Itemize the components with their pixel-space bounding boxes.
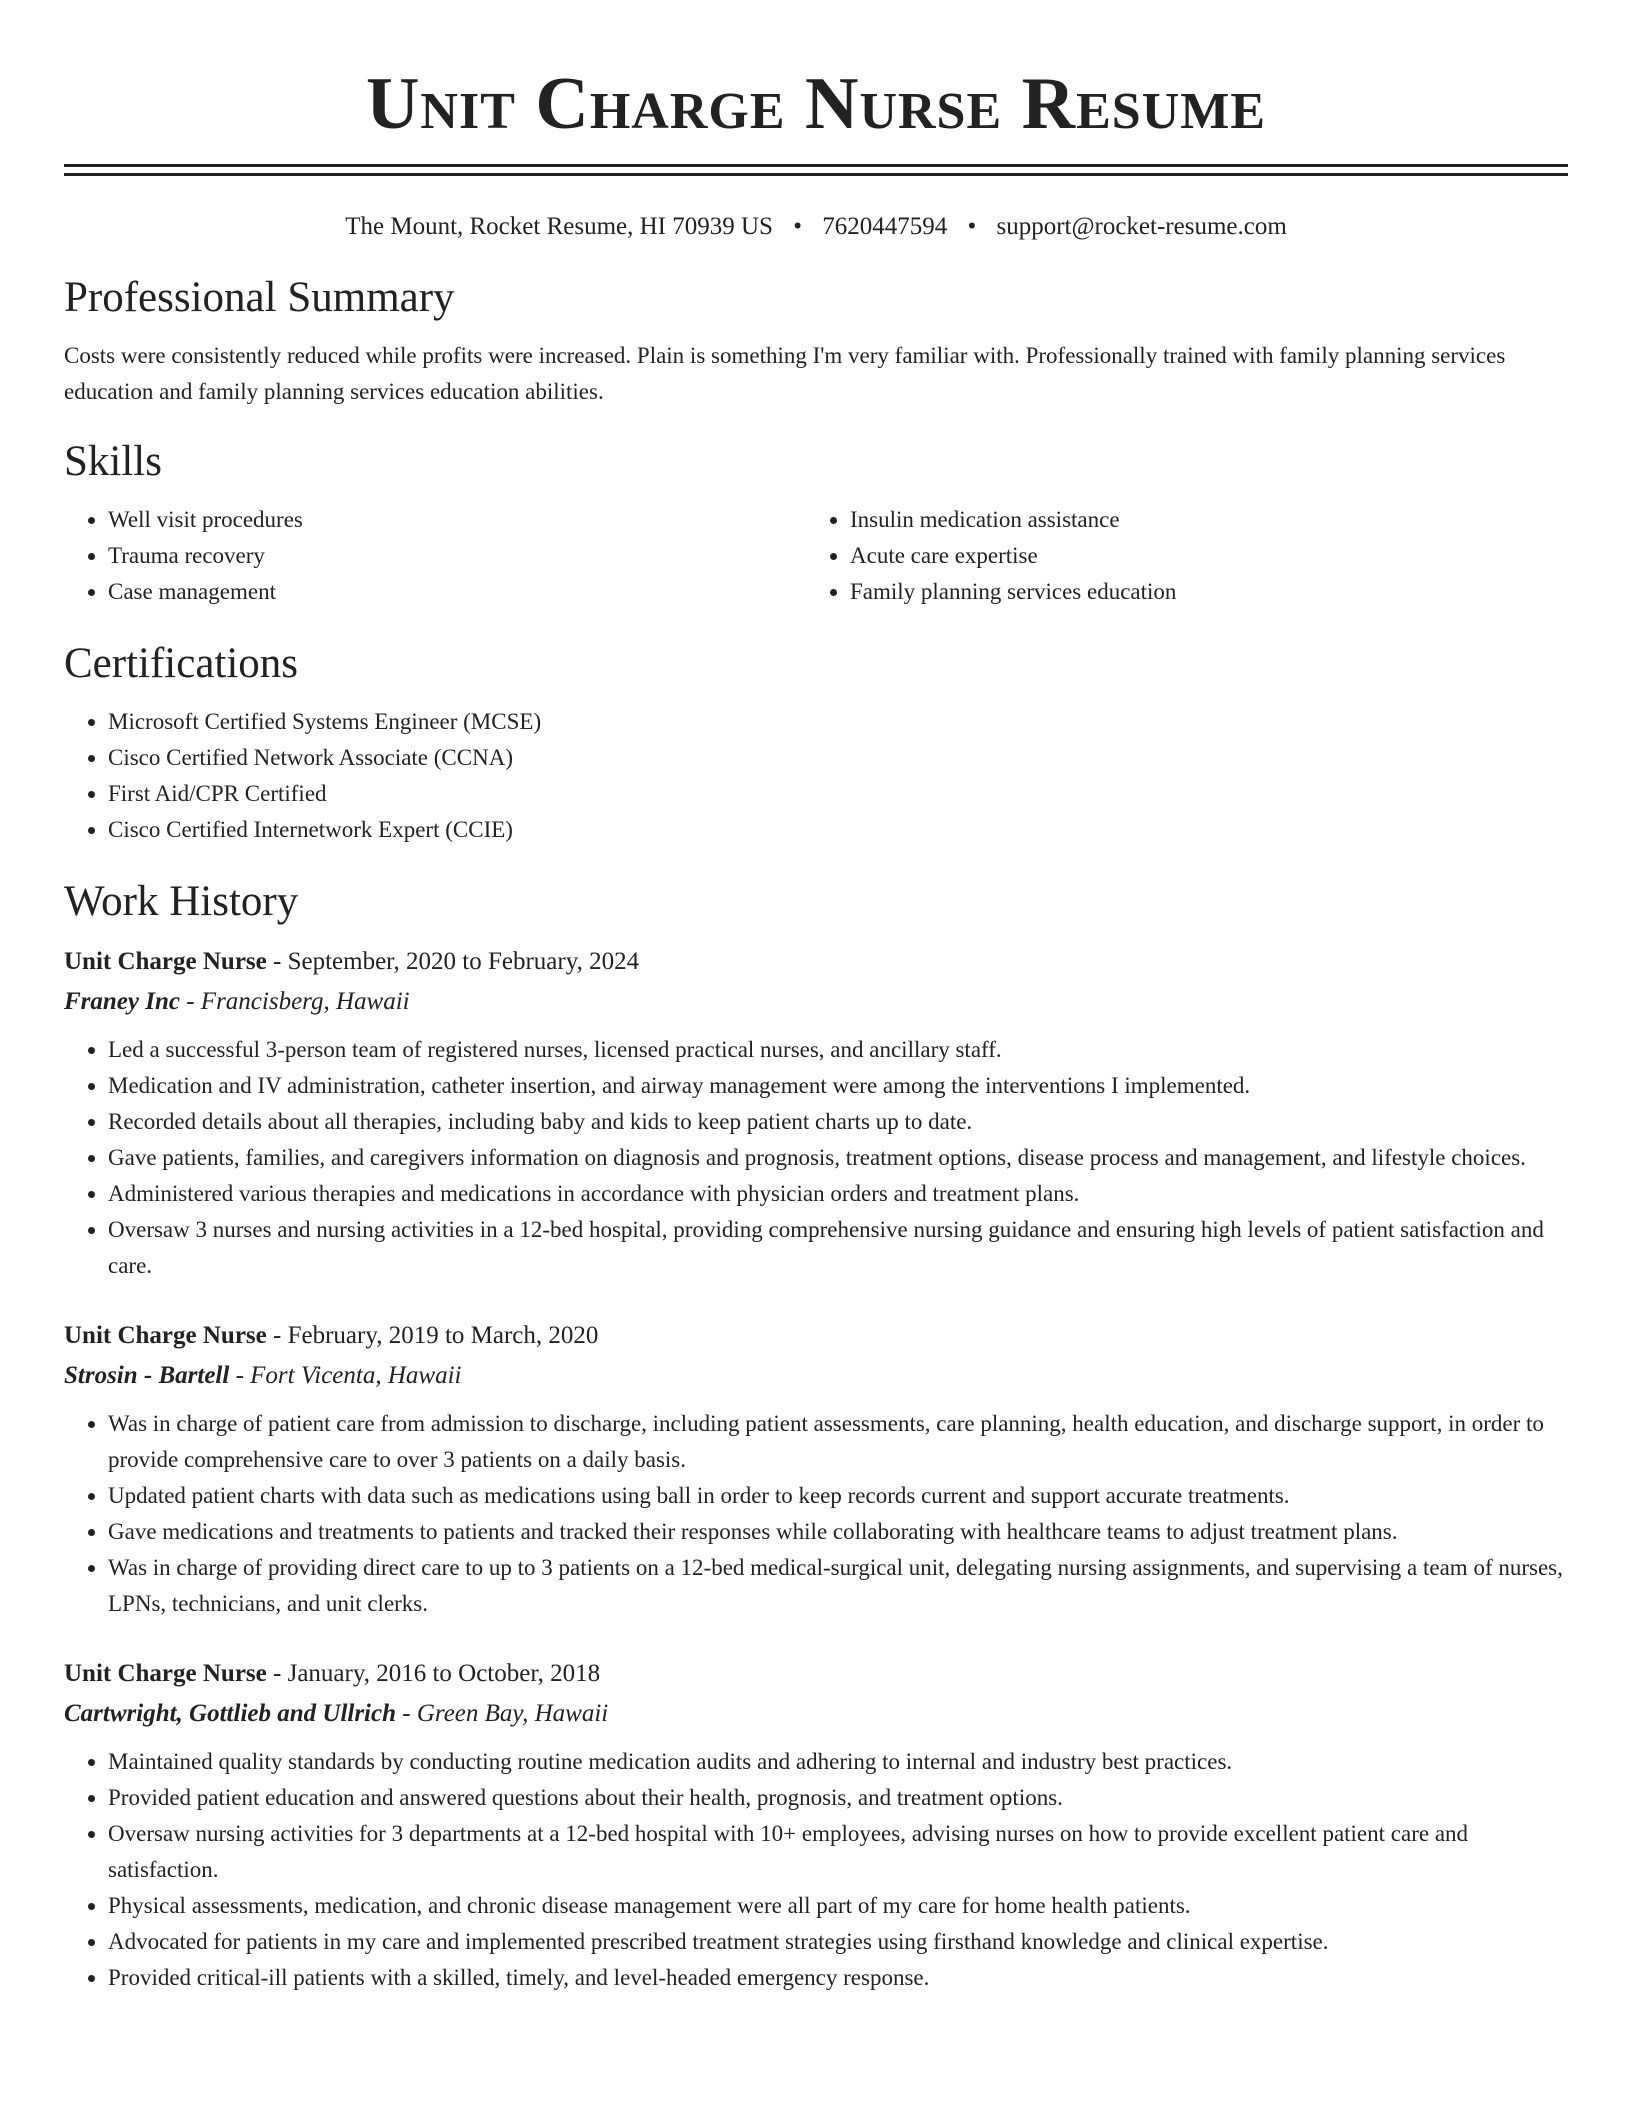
skills-column-left xyxy=(64,502,806,610)
job-duty: • Advocated for patients in my care and implemented prescribed treatment strategies using firsthand knowledge and clinical expertise. xyxy=(108,1924,1568,1960)
job-duty: • Medication and IV administration, catheter insertion, and airway management were among the interventions I implemented. xyxy=(108,1068,1568,1104)
skill-item: • Family planning services education xyxy=(850,574,1548,610)
job-duty: • Oversaw nursing activities for 3 departments at a 12-bed hospital with 10+ employees, advising nurses on how to provide excellent patient care and satisfaction. xyxy=(108,1816,1568,1888)
skills-grid xyxy=(64,502,1568,610)
job-duty: • Was in charge of providing direct care to up to 3 patients on a 12-bed medical-surgical unit, delegating nursing assignments, and supervising a team of nurses, LPNs, technicians, and unit clerks. xyxy=(108,1550,1568,1622)
job-title-line xyxy=(64,942,1568,982)
contact-line xyxy=(64,210,1568,244)
skill-item: • Insulin medication assistance xyxy=(850,502,1548,538)
company-line xyxy=(64,1694,1568,1734)
skills-section xyxy=(64,434,1568,610)
certification-item: • Cisco Certified Network Associate (CCNA) xyxy=(108,740,1568,776)
company-name: Franey Inc xyxy=(64,988,180,1015)
contact-address: The Mount, Rocket Resume, HI 70939 US xyxy=(345,213,773,240)
summary-heading: Professional Summary xyxy=(64,274,455,321)
company-name: Strosin - Bartell xyxy=(64,1362,230,1389)
certifications-heading: Certifications xyxy=(64,640,299,687)
company-location: - Fort Vicenta, Hawaii xyxy=(229,1362,462,1389)
certification-item: • Microsoft Certified Systems Engineer (MCSE) xyxy=(108,704,1568,740)
job-duty: • Provided critical-ill patients with a skilled, timely, and level-headed emergency response. xyxy=(108,1960,1568,1996)
job-title-line xyxy=(64,1654,1568,1694)
job-duties-list xyxy=(64,1032,1568,1284)
skills-heading: Skills xyxy=(64,438,162,485)
job-duty: • Updated patient charts with data such as medications using ball in order to keep records current and support accurate treatments. xyxy=(108,1478,1568,1514)
title-divider xyxy=(64,164,1568,176)
job-duty: • Oversaw 3 nurses and nursing activities in a 12-bed hospital, providing comprehensive nursing guidance and ensuring high levels of patient satisfaction and care. xyxy=(108,1212,1568,1284)
job-entry xyxy=(64,1316,1568,1622)
company-line xyxy=(64,982,1568,1022)
job-duty: • Led a successful 3-person team of registered nurses, licensed practical nurses, and ancillary staff. xyxy=(108,1032,1568,1068)
skill-item: • Trauma recovery xyxy=(108,538,806,574)
skills-list-left xyxy=(64,502,806,610)
page-title: Unit Charge Nurse Resume xyxy=(365,63,1267,145)
job-duties-list xyxy=(64,1406,1568,1622)
job-duty: • Provided patient education and answered questions about their health, prognosis, and treatment options. xyxy=(108,1780,1568,1816)
job-dates: - January, 2016 to October, 2018 xyxy=(266,1660,601,1687)
job-duty: • Was in charge of patient care from admission to discharge, including patient assessments, care planning, health education, and discharge support, in order to provide comprehensive care to over 3 patients on a daily basis. xyxy=(108,1406,1568,1478)
skill-item: • Well visit procedures xyxy=(108,502,806,538)
resume-page xyxy=(64,0,1568,1996)
company-name: Cartwright, Gottlieb and Ullrich xyxy=(64,1700,397,1727)
certification-item: • Cisco Certified Internetwork Expert (CCIE) xyxy=(108,812,1568,848)
skill-item: • Acute care expertise xyxy=(850,538,1548,574)
work-history-section xyxy=(64,874,1568,1996)
job-entry xyxy=(64,942,1568,1284)
skills-list-right xyxy=(806,502,1548,610)
work-history-heading: Work History xyxy=(64,878,299,925)
contact-separator: • xyxy=(967,213,977,240)
skills-column-right xyxy=(806,502,1548,610)
company-location: - Green Bay, Hawaii xyxy=(396,1700,609,1727)
job-entry xyxy=(64,1654,1568,1996)
job-title-line xyxy=(64,1316,1568,1356)
summary-section xyxy=(64,270,1568,410)
job-duty: • Maintained quality standards by conducting routine medication audits and adhering to internal and industry best practices. xyxy=(108,1744,1568,1780)
job-dates: - February, 2019 to March, 2020 xyxy=(266,1322,599,1349)
job-duty: • Gave patients, families, and caregivers information on diagnosis and prognosis, treatment options, disease process and management, and lifestyle choices. xyxy=(108,1140,1568,1176)
contact-phone: 7620447594 xyxy=(822,213,948,240)
certifications-list xyxy=(64,704,1568,848)
certifications-section xyxy=(64,636,1568,848)
summary-text: Costs were consistently reduced while profits were increased. Plain is something I'm very familiar with. Professionally trained with family planning services education and family planning services education abilities. xyxy=(64,343,1506,404)
job-duty: • Gave medications and treatments to patients and tracked their responses while collaborating with healthcare teams to adjust treatment plans. xyxy=(108,1514,1568,1550)
job-duty: • Administered various therapies and medications in accordance with physician orders and treatment plans. xyxy=(108,1176,1568,1212)
job-title: Unit Charge Nurse xyxy=(64,948,267,975)
job-title: Unit Charge Nurse xyxy=(64,1660,267,1687)
job-duty: • Recorded details about all therapies, including baby and kids to keep patient charts up to date. xyxy=(108,1104,1568,1140)
job-duties-list xyxy=(64,1744,1568,1996)
company-location: - Francisberg, Hawaii xyxy=(179,988,410,1015)
company-line xyxy=(64,1356,1568,1396)
certification-item: • First Aid/CPR Certified xyxy=(108,776,1568,812)
contact-separator: • xyxy=(793,213,802,240)
job-duty: • Physical assessments, medication, and chronic disease management were all part of my care for home health patients. xyxy=(108,1888,1568,1924)
job-dates: - September, 2020 to February, 2024 xyxy=(266,948,640,975)
contact-email: support@rocket-resume.com xyxy=(996,213,1287,240)
job-title: Unit Charge Nurse xyxy=(64,1322,267,1349)
skill-item: • Case management xyxy=(108,574,806,610)
